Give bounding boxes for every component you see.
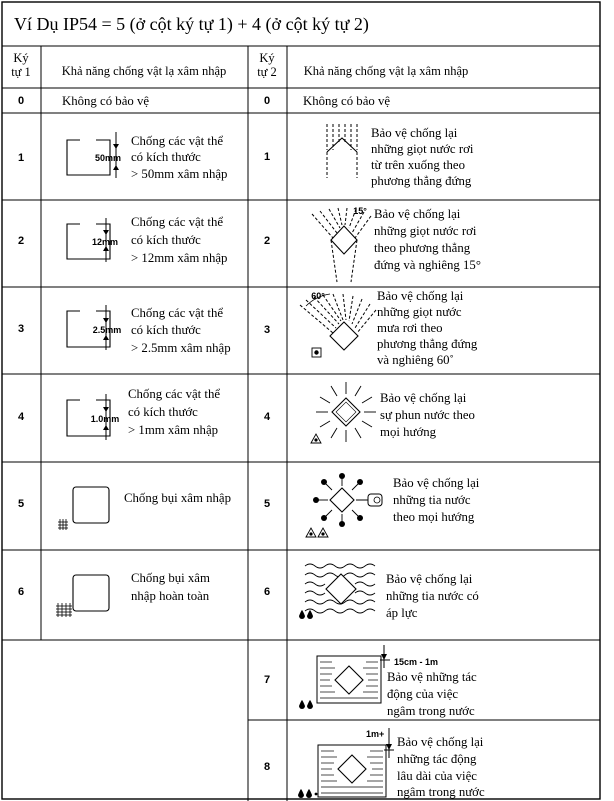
right-code: 8	[263, 761, 271, 773]
right-row-2	[264, 206, 481, 282]
rain-spray-icon	[300, 291, 376, 357]
left-code: 2	[17, 235, 25, 247]
right-row-4	[264, 382, 475, 443]
vertical-drip-icon	[327, 124, 357, 178]
right-desc-line: sự phun nước theo	[380, 408, 475, 422]
right-desc-line: và nghiêng 60˚	[377, 353, 454, 367]
right-code: 4	[263, 411, 271, 423]
left-row-0	[18, 94, 149, 108]
left-desc-line: Chống các vật thể	[131, 215, 224, 229]
left-desc-line: Chống các vật thể	[128, 387, 221, 401]
warning-drops-icon	[306, 528, 328, 537]
dust-tight-box-icon	[56, 575, 109, 617]
right-desc-line: từ trên xuống theo	[371, 158, 466, 172]
angle-label: 15°	[353, 206, 367, 216]
left-code: 5	[17, 498, 25, 510]
angled-drip-icon	[312, 206, 371, 282]
left-row-1	[18, 132, 228, 181]
left-desc-line: Chống các vật thể	[131, 306, 224, 320]
left-desc-line: Chống bụi xâm	[131, 571, 210, 585]
left-row-6	[18, 571, 210, 617]
left-desc-line: Chống bụi xâm nhập	[124, 491, 231, 505]
right-desc-line: Không có bảo vệ	[303, 94, 391, 108]
right-code: 1	[263, 151, 271, 163]
right-row-8	[264, 728, 485, 799]
right-code: 7	[263, 674, 271, 686]
heavy-sea-icon	[299, 564, 375, 619]
depth-label: 1m+	[366, 729, 385, 739]
header-col3-line2: tự 2	[257, 65, 277, 79]
right-desc-line: Bảo vệ chống lại	[371, 126, 458, 140]
header-col1-line2: tự 1	[11, 65, 31, 79]
left-row-5	[18, 487, 231, 530]
left-code: 6	[17, 586, 25, 598]
left-desc-line: có kích thước	[131, 323, 201, 337]
right-desc-line: đứng và nghiêng 15°	[374, 258, 481, 272]
header-row	[11, 51, 468, 79]
right-desc-line: những giọt nước rơi	[371, 142, 474, 156]
dim-label: 1.0mm	[90, 414, 120, 424]
table-border	[2, 2, 600, 799]
header-col4: Khả năng chống vật lạ xâm nhập	[303, 64, 469, 78]
right-desc-line: những giọt nước	[377, 305, 462, 319]
left-desc-line: > 1mm xâm nhập	[128, 423, 219, 437]
left-desc-line: Chống các vật thể	[131, 134, 224, 148]
right-desc-line: động của việc	[387, 687, 459, 701]
left-code: 4	[17, 411, 25, 423]
right-desc-line: những tia nước có	[386, 589, 479, 603]
right-desc-line: Bảo vệ chống lại	[374, 207, 461, 221]
right-desc-line: Bảo vệ những tác	[387, 670, 477, 684]
right-row-5	[264, 473, 480, 537]
probe-50mm-icon	[67, 132, 121, 178]
left-desc-line: có kích thước	[131, 233, 201, 247]
right-desc-line: mọi hướng	[380, 425, 437, 439]
right-desc-line: Bảo vệ chống lại	[393, 476, 480, 490]
left-desc-line: có kích thước	[128, 405, 198, 419]
water-jet-icon	[313, 473, 382, 527]
left-desc-line: Không có bảo vệ	[62, 94, 150, 108]
header-col1: Ký	[13, 51, 29, 65]
left-desc-line: nhập hoàn toàn	[131, 589, 210, 603]
right-desc-line: phương thẳng đứng	[371, 174, 472, 188]
right-code: 6	[263, 586, 271, 598]
depth-label: 15cm - 1m	[394, 657, 439, 667]
right-desc-line: ngâm trong nước	[397, 785, 485, 799]
right-code: 3	[263, 324, 271, 336]
right-desc-line: theo mọi hướng	[393, 510, 475, 524]
right-desc-line: những tia nước	[393, 493, 471, 507]
left-desc-line: > 50mm xâm nhập	[131, 167, 228, 181]
table-title: Ví Dụ IP54 = 5 (ở cột ký tự 1) + 4 (ở cột ký tự 2)	[14, 14, 369, 34]
right-desc-line: Bảo vệ chống lại	[380, 391, 467, 405]
dim-label: 50mm	[94, 153, 122, 163]
right-desc-line: ngâm trong nước	[387, 704, 475, 718]
right-row-0	[264, 94, 390, 108]
left-desc-line: có kích thước	[131, 150, 201, 164]
right-desc-line: áp lực	[386, 606, 418, 620]
right-desc-line: mưa rơi theo	[377, 321, 443, 335]
right-desc-line: phương thẳng đứng	[377, 337, 478, 351]
right-row-3	[264, 289, 478, 367]
probe-1mm-icon	[67, 394, 119, 440]
dust-box-icon	[58, 487, 109, 530]
right-row-1	[264, 124, 474, 188]
right-desc-line: Bảo vệ chống lại	[397, 735, 484, 749]
right-code: 0	[263, 95, 271, 107]
dim-label: 12mm	[91, 237, 119, 247]
left-desc-line: > 2.5mm xâm nhập	[131, 341, 231, 355]
right-code: 2	[263, 235, 271, 247]
right-row-6	[264, 564, 479, 620]
left-code: 0	[17, 95, 25, 107]
right-desc-line: Bảo vệ chống lại	[377, 289, 464, 303]
angle-label: 60°	[311, 291, 325, 301]
right-desc-line: theo phương thẳng	[374, 241, 471, 255]
right-row-7	[264, 645, 477, 718]
splash-all-directions-icon	[316, 382, 376, 442]
dim-label: 2.5mm	[92, 325, 122, 335]
right-desc-line: Bảo vệ chống lại	[386, 572, 473, 586]
left-row-3	[18, 305, 231, 355]
continuous-immersion-icon	[298, 728, 394, 798]
left-code: 1	[17, 152, 25, 164]
probe-12mm-icon	[67, 218, 118, 262]
header-col2: Khả năng chống vật lạ xâm nhập	[61, 64, 227, 78]
probe-2-5mm-icon	[67, 305, 121, 350]
left-row-2	[18, 215, 228, 265]
right-desc-line: những tác động	[397, 752, 477, 766]
header-col3: Ký	[259, 51, 275, 65]
left-desc-line: > 12mm xâm nhập	[131, 251, 228, 265]
left-code: 3	[17, 323, 25, 335]
left-row-4	[18, 387, 220, 440]
right-code: 5	[263, 498, 271, 510]
right-desc-line: lâu dài của việc	[397, 769, 477, 783]
right-desc-line: những giọt nước rơi	[374, 224, 477, 238]
